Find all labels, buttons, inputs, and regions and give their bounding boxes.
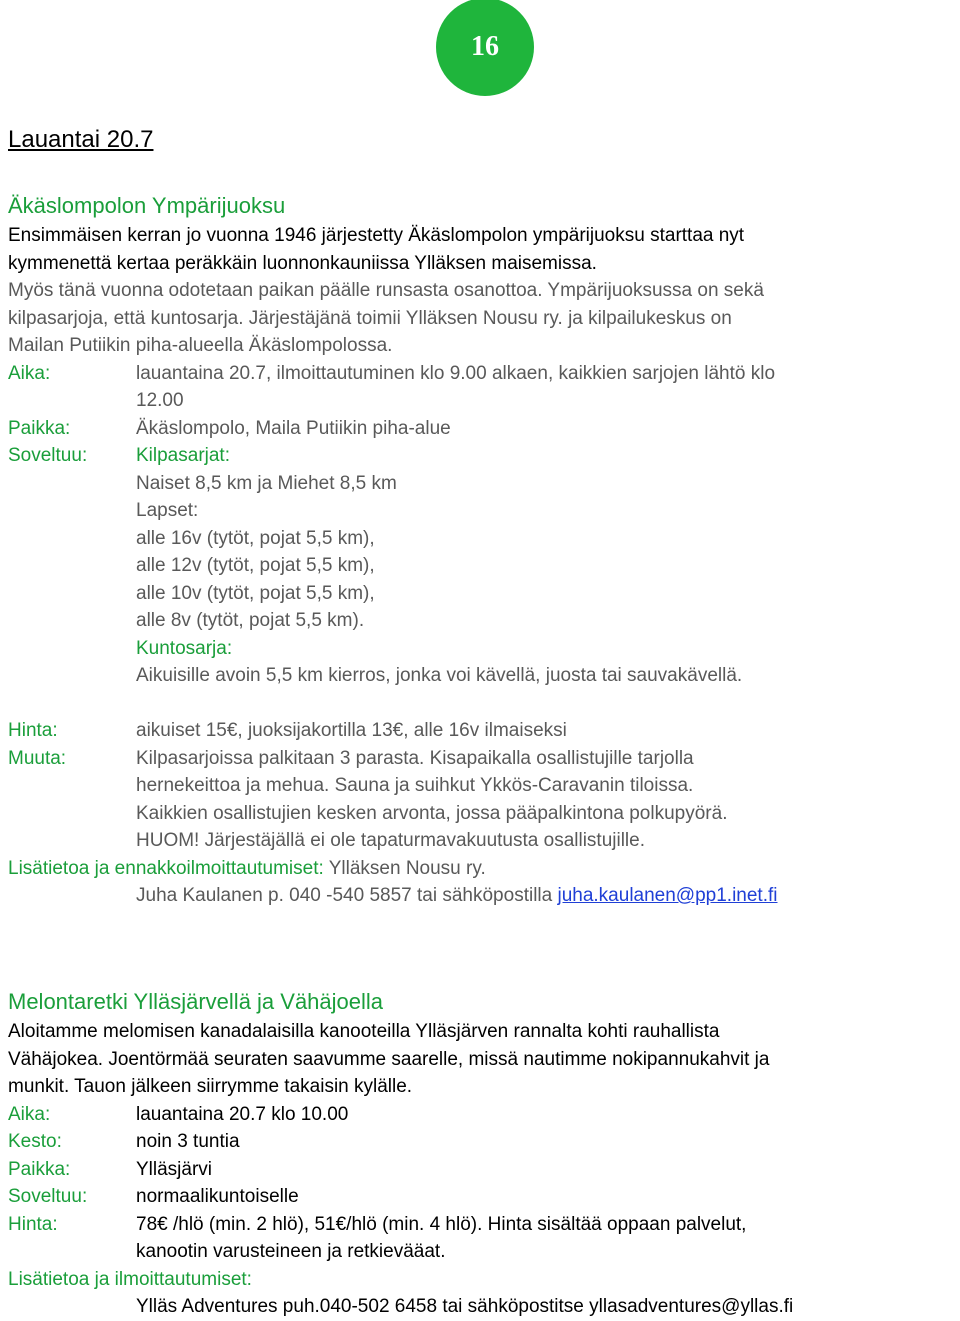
event-title: Melontaretki Ylläsjärvellä ja Vähäjoella xyxy=(8,989,384,1014)
hinta-value: 78€ /hlö (min. 2 hlö), 51€/hlö (min. 4 hlö). Hinta sisältää oppaan palvelut, xyxy=(136,1213,747,1235)
aika-label: Aika: xyxy=(8,362,51,384)
kilpasarjat-value: Naiset 8,5 km ja Miehet 8,5 km xyxy=(136,472,397,494)
lisatietoa-label: Lisätietoa ja ilmoittautumiset: xyxy=(8,1268,252,1290)
kilpasarjat-label: Kilpasarjat: xyxy=(136,445,230,466)
event-title: Äkäslompolon Ympärijuoksu xyxy=(8,193,286,218)
muuta-row-cont xyxy=(8,827,960,855)
muuta-line: Kilpasarjoissa palkitaan 3 parasta. Kisapaikalla osallistujille tarjolla xyxy=(136,747,694,769)
kesto-label: Kesto: xyxy=(8,1131,62,1152)
lapset-item xyxy=(8,525,960,553)
lisatietoa-label: Lisätietoa ja ennakkoilmoittautumiset: xyxy=(8,857,324,879)
lapset-item xyxy=(8,580,960,608)
body-line: kilpasarjoja, että kuntosarja. Järjestäjänä toimii Ylläksen Nousu ry. ja kilpailukeskus on xyxy=(8,307,732,329)
event-melontaretki xyxy=(8,986,960,1321)
soveltuu-label: Soveltuu: xyxy=(8,445,88,466)
lisatietoa-line xyxy=(8,855,960,883)
soveltuu-label: Soveltuu: xyxy=(8,1186,88,1207)
hinta-label: Hinta: xyxy=(8,1213,58,1235)
hinta-label: Hinta: xyxy=(8,720,58,741)
intro-line: Ensimmäisen kerran jo vuonna 1946 järjestetty Äkäslompolon ympärijuoksu starttaa nyt xyxy=(8,225,745,246)
soveltuu-value: normaalikuntoiselle xyxy=(136,1186,299,1207)
lisatietoa-value: Ylläksen Nousu ry. xyxy=(323,857,486,879)
intro-line: Vähäjokea. Joentörmää seuraten saavumme saarelle, missä nautimme nokipannukahvit ja xyxy=(8,1048,770,1070)
event-ympärijuoksu xyxy=(8,190,960,910)
muuta-line: HUOM! Järjestäjällä ei ole tapaturmavakuutusta osallistujille. xyxy=(136,830,646,851)
soveltuu-row xyxy=(8,1183,960,1211)
lisatietoa-value: Ylläs Adventures puh.040-502 6458 tai sähköpostitse yllasadventures@yllas.fi xyxy=(136,1296,794,1317)
date-heading: Lauantai 20.7 xyxy=(8,126,154,153)
lapset-item xyxy=(8,607,960,635)
lapset-item-text: alle 10v (tytöt, pojat 5,5 km), xyxy=(136,582,375,604)
kuntosarja-value: Aikuisille avoin 5,5 km kierros, jonka voi kävellä, juosta tai sauvakävellä. xyxy=(136,665,743,686)
intro-line: Aloitamme melomisen kanadalaisilla kanooteilla Ylläsjärven rannalta kohti rauhallista xyxy=(8,1021,720,1042)
soveltuu-row xyxy=(8,442,960,470)
lapset-item-text: alle 16v (tytöt, pojat 5,5 km), xyxy=(136,527,375,549)
contact-line xyxy=(8,882,960,910)
lapset-item-text: alle 12v (tytöt, pojat 5,5 km), xyxy=(136,555,375,576)
lapset-row xyxy=(8,497,960,525)
muuta-line: Kaikkien osallistujien kesken arvonta, jossa pääpalkintona polkupyörä. xyxy=(136,802,728,824)
aika-label: Aika: xyxy=(8,1103,51,1125)
muuta-row xyxy=(8,745,960,773)
kesto-row xyxy=(8,1128,960,1156)
aika-value: lauantaina 20.7, ilmoittautuminen klo 9.00 alkaen, kaikkien sarjojen lähtö klo xyxy=(136,362,776,384)
hinta-row xyxy=(8,717,960,745)
page-number: 16 xyxy=(471,31,499,62)
kuntosarja-row xyxy=(8,635,960,663)
aika-value: lauantaina 20.7 klo 10.00 xyxy=(136,1103,349,1125)
paikka-value: Ylläsjärvi xyxy=(136,1158,213,1180)
lapset-label: Lapset: xyxy=(136,500,199,521)
aika-value-cont: 12.00 xyxy=(136,390,184,411)
kilpasarjat-row xyxy=(8,470,960,498)
muuta-line: hernekeittoa ja mehua. Sauna ja suihkut Ykkös-Caravanin tiloissa. xyxy=(136,775,694,796)
lapset-item xyxy=(8,552,960,580)
paikka-row xyxy=(8,1156,960,1184)
intro-line: kymmenettä kertaa peräkkäin luonnonkauniissa Ylläksen maisemissa. xyxy=(8,252,597,274)
contact-email-link[interactable]: juha.kaulanen@pp1.inet.fi xyxy=(557,885,778,906)
aika-row-cont xyxy=(8,387,960,415)
kuntosarja-label: Kuntosarja: xyxy=(136,637,233,659)
body-line: Mailan Putiikin piha-alueella Äkäslompolossa. xyxy=(8,335,393,356)
muuta-row-cont xyxy=(8,800,960,828)
paikka-row xyxy=(8,415,960,443)
contact-text: Juha Kaulanen p. 040 -540 5857 tai sähköpostilla xyxy=(136,885,558,906)
muuta-label: Muuta: xyxy=(8,747,67,769)
paikka-label: Paikka: xyxy=(8,1158,71,1180)
paikka-label: Paikka: xyxy=(8,417,71,439)
aika-row xyxy=(8,1101,960,1129)
page-number-badge xyxy=(436,0,534,96)
muuta-row-cont xyxy=(8,772,960,800)
hinta-row xyxy=(8,1211,960,1239)
kuntosarja-value-row xyxy=(8,662,960,690)
kesto-value: noin 3 tuntia xyxy=(136,1131,240,1152)
aika-row xyxy=(8,360,960,388)
hinta-value-cont: kanootin varusteineen ja retkievääat. xyxy=(136,1241,446,1262)
paikka-value: Äkäslompolo, Maila Putiikin piha-alue xyxy=(136,417,451,439)
body-line: Myös tänä vuonna odotetaan paikan päälle runsasta osanottoa. Ympärijuoksussa on sekä xyxy=(8,280,764,301)
hinta-row-cont xyxy=(8,1238,960,1266)
lapset-item-text: alle 8v (tytöt, pojat 5,5 km). xyxy=(136,610,365,631)
hinta-value: aikuiset 15€, juoksijakortilla 13€, alle 16v ilmaiseksi xyxy=(136,720,567,741)
intro-line: munkit. Tauon jälkeen siirrymme takaisin kylälle. xyxy=(8,1076,413,1097)
